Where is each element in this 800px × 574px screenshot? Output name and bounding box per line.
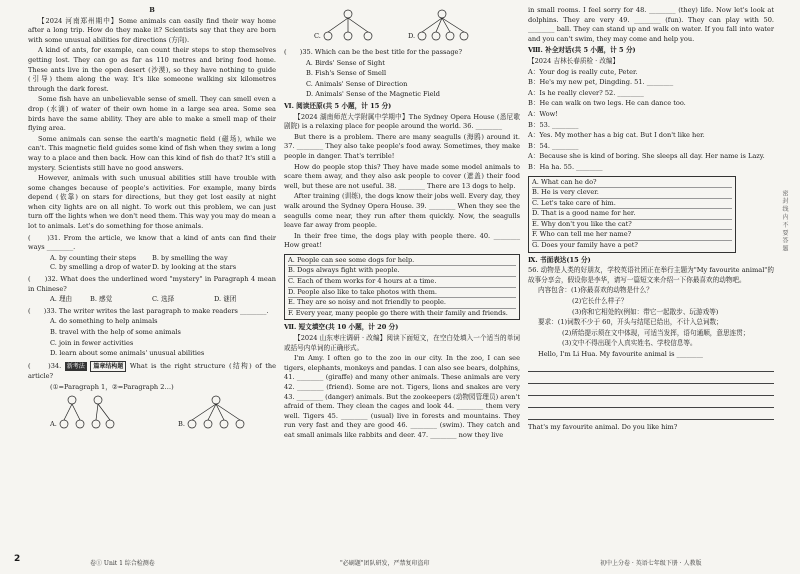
passage-paragraph: How do people stop this? They have made some model animals to scare them away, and they also ask people to cover (遮盖) their food well, but these are not useful. 38. ________ There are 13 dogs to help. xyxy=(284,162,520,190)
option: B. Fish's Sense of Smell xyxy=(306,69,387,78)
writing-requirement: 要求：(1)词数不少于 60，开头与结尾已给出，不计入总词数； xyxy=(538,318,723,327)
option-label: D. xyxy=(408,32,416,40)
answer-line[interactable] xyxy=(528,386,774,396)
option: B. 感觉 xyxy=(90,295,113,304)
dialog-line: A：Your dog is really cute, Peter. xyxy=(528,67,638,76)
question-32-options xyxy=(28,295,276,305)
passage-paragraph: However, animals with such unusual abilities still have trouble with some changes because of people's activities. For example, many birds depend (依靠) on stars for directions, but they get lost easily at night when city lights are on all night. To work out this problem, we can just turn off the lights when we don't need them. This way you may do mean a lot to animals. Let's do something for those animals. xyxy=(28,174,276,231)
passage-paragraph: I'm Amy. I often go to the zoo in our city. In the zoo, I can see tigers, elephants, monkeys and pandas. I can also see bears, dolphins, 41. ________ (giraffe) and many other animals. These animals are very 42. ________ (friend). Some are not. Tigers, lions and snakes are very 43. ________ (danger) animals. But the zookeepers (动物园管理员) aren't afraid of them. They clean the cages and look 44. ________ them very well. Tigers 45. ________ (usual) live in forests and mountains. They run very fast and they are good 46. ________ (swim). They catch and eat small animals like rabbits and deer. 47. ________ now they live xyxy=(284,354,520,439)
section-8-source: 【2024 吉林长春质检 · 改编】 xyxy=(528,56,620,65)
dialog-line: A：Yes. My mother has a big cat. But I don't like her. xyxy=(528,131,705,140)
seal-line-text: 密 封 线 内 不 要 答 题 xyxy=(781,190,788,252)
left-column xyxy=(28,6,276,434)
question-34: ( )34. 新考法 篇章结构题 What is the right structure (结构) of the article? xyxy=(28,361,276,381)
dialog-line: B：53. ________ xyxy=(528,120,579,129)
dialog-line: B：54. ________ xyxy=(528,141,579,150)
structure-badge: 篇章结构题 xyxy=(90,361,126,373)
sentence-options-box xyxy=(284,254,520,321)
dialog-line: B：He can walk on two legs. He can dance too. xyxy=(528,99,686,108)
structure-trees-cd xyxy=(284,6,520,48)
passage-paragraph: Some animals can sense the earth's magnetic field (磁场), while we can't. This magnetic field guides some kind of fish when they swim a long way to a place and then back. How can this kind of fish do that? It's still a mystery. Scientists still have no good answers. xyxy=(28,134,276,172)
option-sentence: E. They are so noisy and not friendly to people. xyxy=(288,298,516,309)
option-sentence: A. What can he do? xyxy=(532,178,732,189)
option-sentence: C. Let's take care of him. xyxy=(532,199,732,210)
section-8-heading: Ⅷ. 补全对话(共 5 小题，计 5 分) xyxy=(528,46,636,55)
option: D. by looking at the stars xyxy=(152,263,237,272)
question-34-note: (①=Paragraph 1，②=Paragraph 2…) xyxy=(50,382,174,391)
answer-line[interactable] xyxy=(528,398,774,408)
question-31: ( )31. From the article, we know that a kind of ants can find their ways ________. xyxy=(28,233,276,252)
answer-line[interactable] xyxy=(528,362,774,372)
option: D. learn about some animals' unusual abilities xyxy=(50,349,205,358)
option: D. Animals' Sense of the Magnetic Field xyxy=(306,90,440,99)
right-column xyxy=(528,6,774,433)
question-33: ( )33. The writer writes the last paragraph to make readers ________. xyxy=(28,306,269,315)
option-sentence: C. Each of them works for 4 hours at a time. xyxy=(288,277,516,288)
footer-left: 卷① Unit 1 综合检测卷 xyxy=(90,560,155,567)
question-56: 56. 动物是人类的好朋友，学校英语社团正在举行主题为"My favourite animal"的故事分享会，假设你是李华，请写一篇短文来介绍一下你最喜欢的动物吧。 xyxy=(528,266,774,284)
answer-line[interactable] xyxy=(528,410,774,420)
question-35: ( )35. Which can be the best title for the passage? xyxy=(284,48,462,56)
structure-tree-d xyxy=(416,8,472,44)
option-sentence: D. People also like to take photos with them. xyxy=(288,288,516,299)
option-sentence: F. Every year, many people go there with their family and friends. xyxy=(288,308,508,317)
option: B. travel with the help of some animals xyxy=(50,328,181,336)
passage-paragraph: 【2024 河南郑州期中】Some animals can easily find their way home after a long trip. How do they make it? Scientists say that they are born with some unusual abilities for directions (方向). xyxy=(28,16,276,44)
writing-start: Hello, I'm Li Hua. My favourite animal is ________ xyxy=(538,350,703,358)
option-sentence: F. Who can tell me her name? xyxy=(532,230,732,241)
footer-middle: "必刷题"团队研发，严禁复印盗印 xyxy=(340,560,430,567)
passage-paragraph: A kind of ants, for example, can count their steps to stop themselves getting lost. They can go as far as 110 metres and bring food home. These ants live in the open desert (沙漠), so they have nothing to guide (引导) them along the way. It's like someone walking six kilometres through the dark forest. xyxy=(28,46,276,93)
structure-tree-b xyxy=(186,394,246,432)
dialog-line: B：He's my new pet, Dingding. 51. ________ xyxy=(528,78,674,87)
passage-paragraph: But there is a problem. There are many seagulls (海鸥) around it. 37. ________ They also take people's food away. Sometimes, they make people in danger. That's terrible! xyxy=(284,132,520,160)
option-label: B. xyxy=(178,419,185,428)
writing-requirement: (3)文中不得出现个人真实姓名、学校信息等。 xyxy=(562,339,697,348)
content-requirement: (2)它长什么样子？ xyxy=(572,297,628,306)
option-label: C. xyxy=(314,32,321,40)
option: C. join in fewer activities xyxy=(50,338,134,347)
new-method-badge: 新考法 xyxy=(66,362,85,370)
section-7-intro: 【2024 山东枣庄调研 · 改编】阅读下面短文，在空白处填入一个适当的单词或括号内单词的正确形式。 xyxy=(284,334,520,352)
structure-trees-ab xyxy=(28,394,276,434)
structure-tree-a xyxy=(58,394,118,432)
option-sentence: B. Dogs always fight with people. xyxy=(288,266,516,277)
option-sentence: G. Does your family have a pet? xyxy=(532,241,638,250)
structure-tree-c xyxy=(322,8,378,44)
writing-requirement: (2)所给提示须在文中体现，可适当发挥，语句通顺，意思连贯； xyxy=(562,328,750,337)
option: A. 理由 xyxy=(50,295,73,304)
content-requirement: 内容包含：(1)你最喜欢的动物是什么？ xyxy=(538,286,653,295)
passage-paragraph: After training (训练), the dogs know their jobs well. Every day, they walk around the Sydney Opera House. 39. ________ When they see the seagulls come near, they run after them quickly. Now, the seagulls leave far away from people. xyxy=(284,192,520,230)
middle-column xyxy=(284,6,520,442)
section-7-heading: Ⅶ. 短文填空(共 10 小题，计 20 分) xyxy=(284,323,399,332)
passage-paragraph: Some fish have an unbelievable sense of smell. They can smell even a drop (水滴) of water of their own home in a large sea area. Some sea birds have the same ability. They are able to make a smell map of their flying area. xyxy=(28,95,276,133)
page-number: 2 xyxy=(14,554,21,564)
option: C. by smelling a drop of water xyxy=(50,263,151,272)
option-sentence: A. People can see some dogs for help. xyxy=(288,256,516,267)
dialog-line: A：Because she is kind of boring. She sleeps all day. Her name is Lazy. xyxy=(528,152,765,161)
section-6-heading: Ⅵ. 阅读还原(共 5 小题，计 15 分) xyxy=(284,101,392,110)
dialog-line: A：Wow! xyxy=(528,109,558,118)
answer-line[interactable] xyxy=(528,374,774,384)
option-label: A. xyxy=(50,419,57,428)
option: A. do something to help animals xyxy=(50,317,158,326)
question-32: ( )32. What does the underlined word "mystery" in Paragraph 4 mean in Chinese? xyxy=(28,275,276,293)
dialog-line: A：Is he really clever? 52. ________ xyxy=(528,88,644,97)
option: C. Animals' Sense of Direction xyxy=(306,79,408,88)
writing-end: That's my favourite animal. Do you like him? xyxy=(528,422,678,431)
option: A. by counting their steps xyxy=(50,253,137,262)
section-9-heading: Ⅸ. 书面表达(15 分) xyxy=(528,255,591,264)
dialog-options-box xyxy=(528,176,736,253)
option: D. 谜团 xyxy=(214,295,237,304)
option: B. by smelling the way xyxy=(152,253,228,262)
option: A. Birds' Sense of Sight xyxy=(306,58,385,67)
question-31-options xyxy=(28,254,276,273)
passage-paragraph: 【2024 湖南师范大学附属中学期中】The Sydney Opera House (悉尼歌剧院) is a relaxing place for people around the world. 36. ________ xyxy=(284,112,520,131)
option: C. 选择 xyxy=(152,295,175,304)
passage-paragraph: In their free time, the dogs play with people there. 40. ________ How great! xyxy=(284,231,520,250)
option-sentence: D. That is a good name for her. xyxy=(532,209,732,220)
option-sentence: E. Why don't you like the cat? xyxy=(532,220,732,231)
footer-right: 初中上分卷 · 英语七年级下册 · 人教版 xyxy=(600,560,702,567)
content-requirement: (3)你和它相处的(例如：带它一起散步、玩游戏等) xyxy=(572,307,719,316)
option-sentence: B. He is very clever. xyxy=(532,188,732,199)
passage-paragraph: in small rooms. I feel sorry for 48. ________ (they) life. Now let's look at dolphins. They are very 49. ________ (fun). They can play with 50. ________ ball. They can stand up and walk on water. If you fall into water and you can't swim, they may come and help you. xyxy=(528,6,774,43)
dialog-line: B：Ha ha. 55. ________ xyxy=(528,162,603,171)
section-b-title: B xyxy=(149,6,155,14)
